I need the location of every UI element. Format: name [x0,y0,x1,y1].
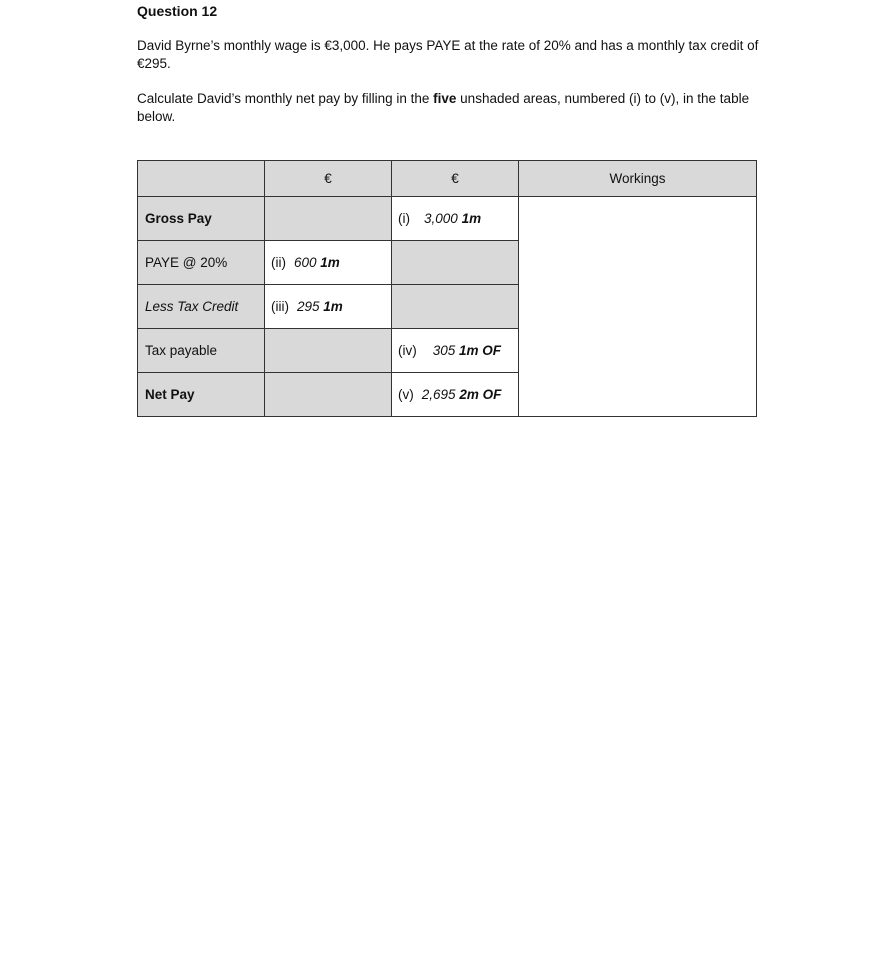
answer-cell-ii[interactable] [265,241,392,285]
row-label-paye: PAYE @ 20% [138,241,265,285]
answer-mark-v: 2m OF [459,387,502,402]
header-euro-col2: € [392,161,519,197]
answer-mark-iii: 1m [323,299,343,314]
answer-value-v: 2,695 [421,387,456,402]
answer-cell-i[interactable] [392,197,519,241]
cell-paye-col2 [392,241,519,285]
answer-mark-ii: 1m [320,255,340,270]
answer-ref-iii: (iii) [271,299,289,314]
answer-value-i: 3,000 [424,211,458,226]
instruction-text-start: Calculate David’s monthly net pay by filling in the [137,91,434,106]
table-header-row [138,161,757,197]
answer-ref-ii: (ii) [271,255,286,270]
answer-mark-i: 1m [461,211,482,226]
row-label-gross-pay: Gross Pay [138,197,265,241]
header-workings: Workings [519,161,757,197]
answer-cell-iv[interactable] [392,329,519,373]
answer-value-iv: 305 [432,343,456,358]
answer-cell-iii[interactable] [265,285,392,329]
answer-ref-iv: (iv) [398,343,417,358]
question-instruction [137,90,759,126]
cell-credit-col2 [392,285,519,329]
answer-ref-i: (i) [398,211,410,226]
row-label-net-pay: Net Pay [138,373,265,417]
answer-mark-iv: 1m OF [459,343,502,358]
instruction-emphasis: five [433,91,457,106]
table-row-gross-pay [138,197,757,241]
header-euro-col1: € [265,161,392,197]
cell-gross-col1 [265,197,392,241]
answer-ref-v: (v) [398,387,414,402]
answer-cell-v[interactable] [392,373,519,417]
cell-net-col1 [265,373,392,417]
cell-taxpay-col1 [265,329,392,373]
instruction-text-end: unshaded areas, numbered (i) to (v), in the table below. [137,91,750,124]
workings-area[interactable] [519,197,757,417]
header-cell-blank [138,161,265,197]
answer-value-iii: 295 [297,299,320,314]
question-title: Question 12 [137,3,218,19]
answer-value-ii: 600 [294,255,317,270]
row-label-tax-credit: Less Tax Credit [138,285,265,329]
paye-table [137,160,757,417]
question-intro: David Byrne’s monthly wage is €3,000. He pays PAYE at the rate of 20% and has a monthly tax credit of €295. [137,38,759,71]
row-label-tax-payable: Tax payable [138,329,265,373]
